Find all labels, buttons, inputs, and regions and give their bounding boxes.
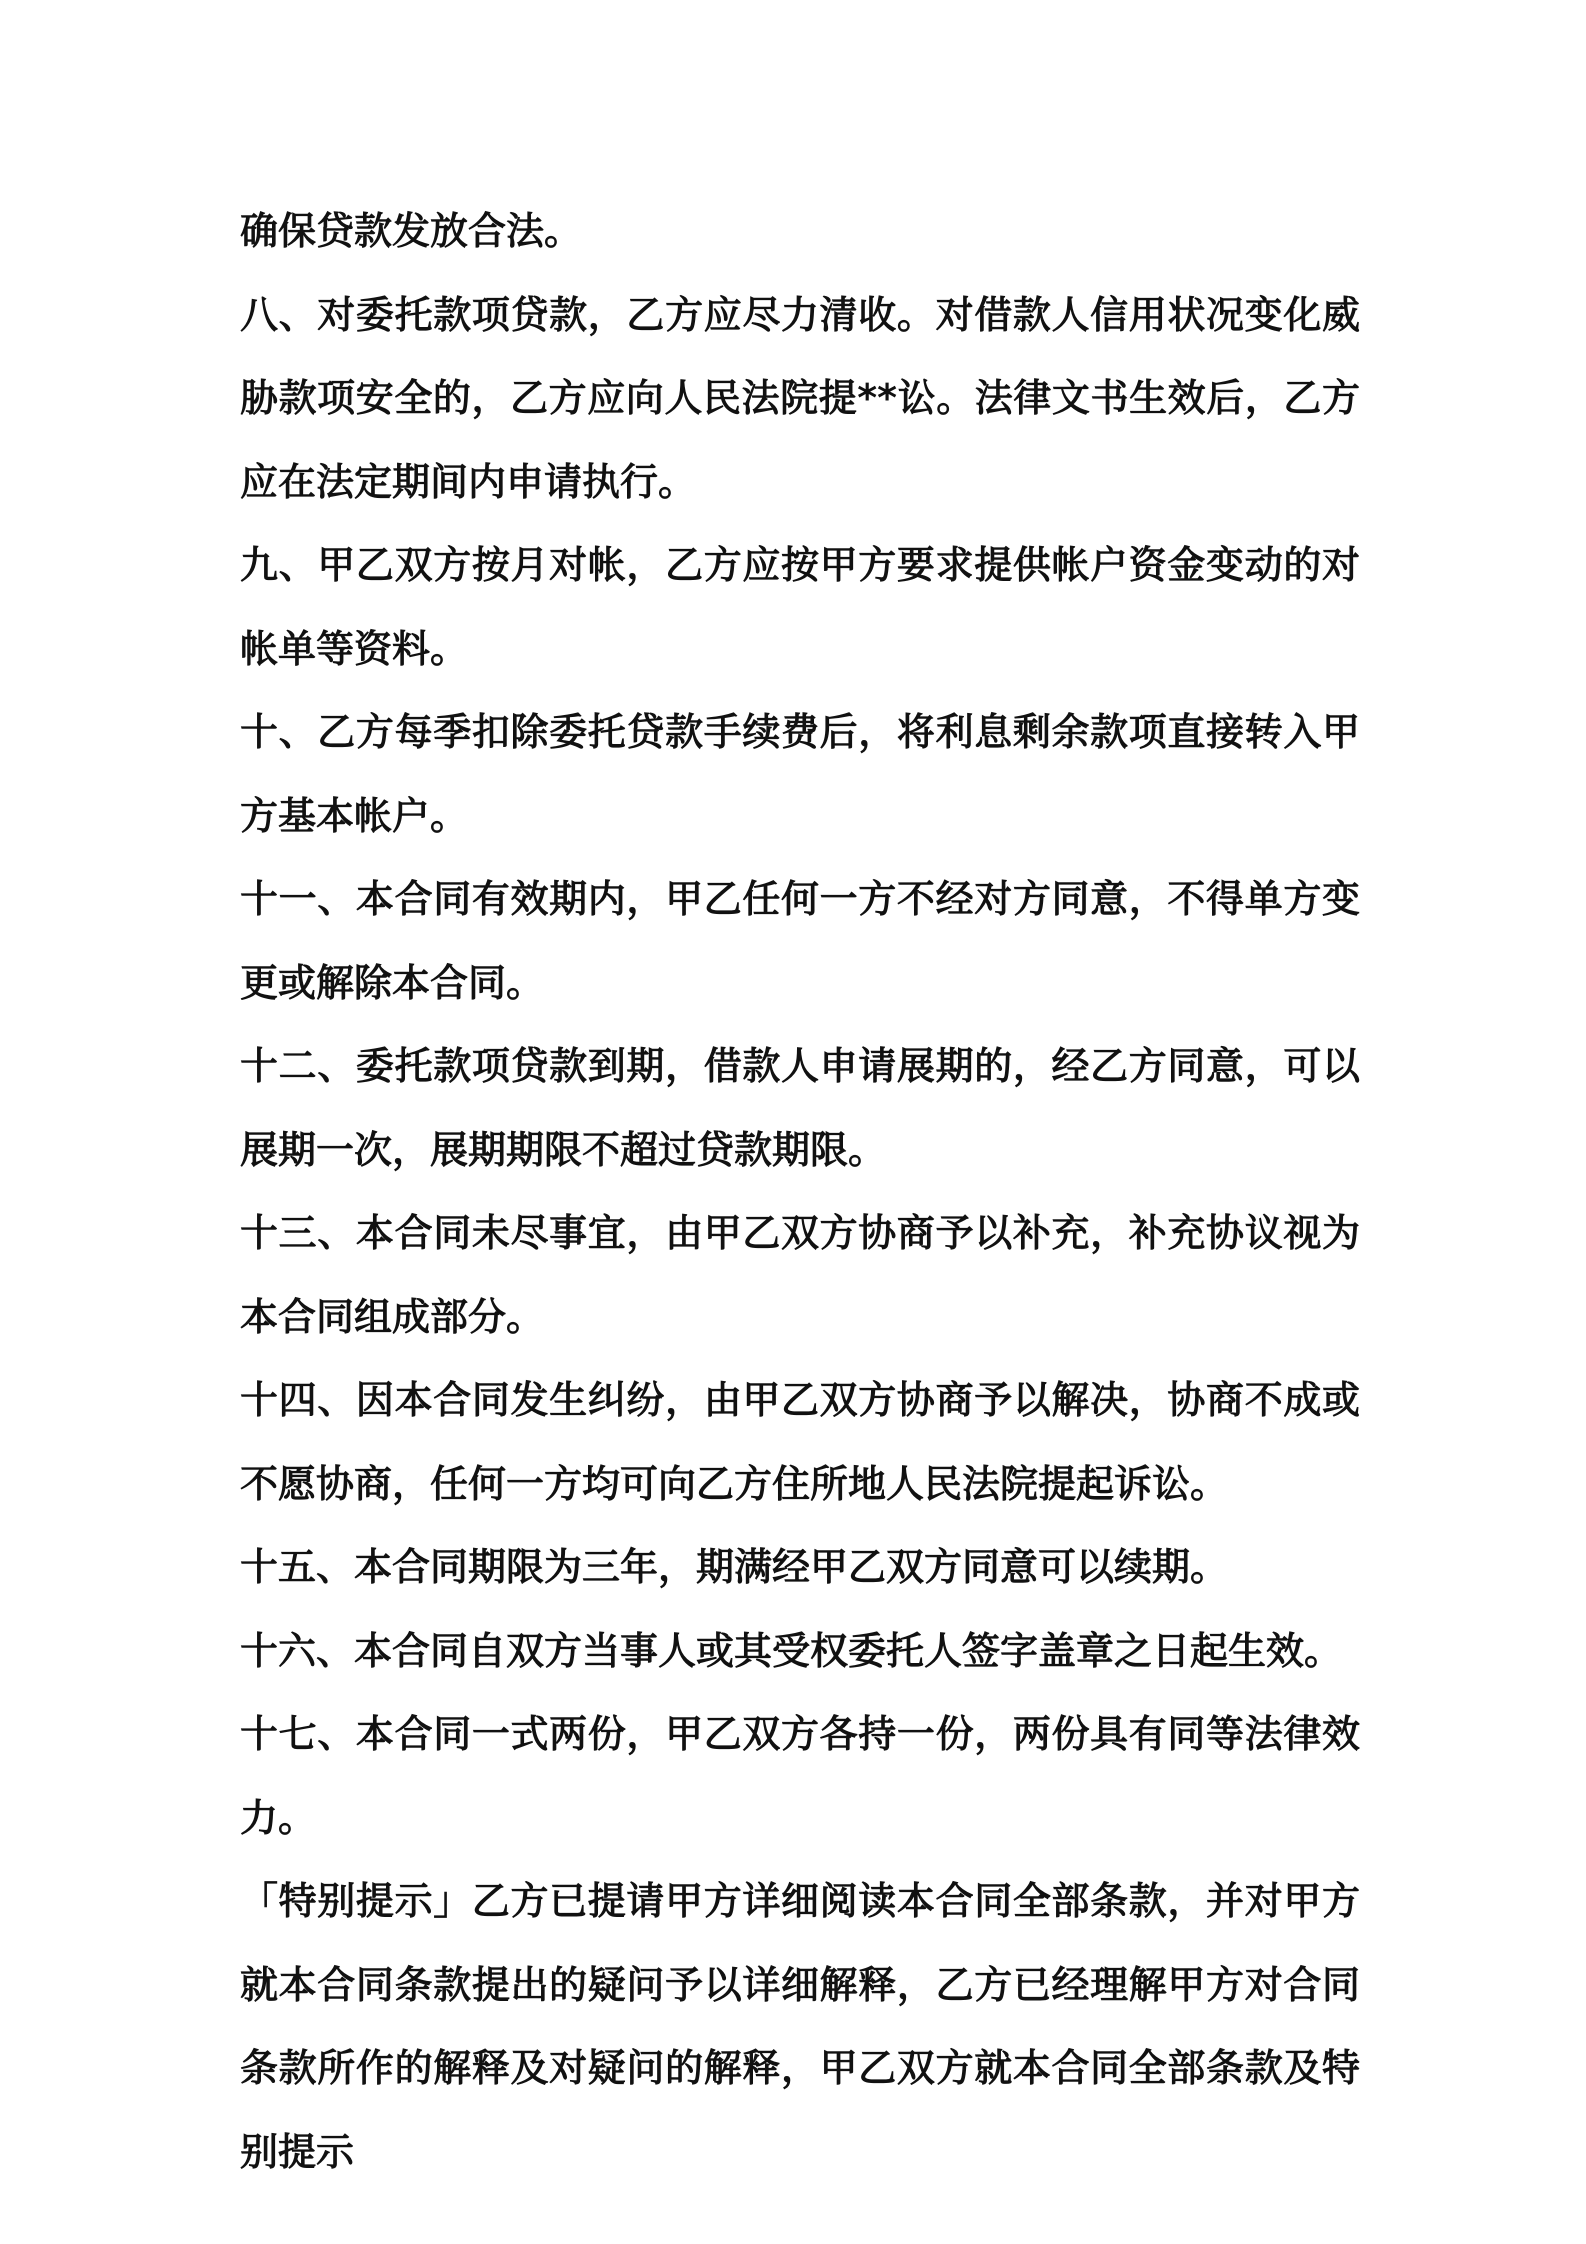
clause-8: 八、对委托款项贷款，乙方应尽力清收。对借款人信用状况变化威胁款项安全的，乙方应向人民法院提**讼。法律文书生效后，乙方应在法定期间内申请执行。	[240, 292, 1360, 504]
clause-16: 十六、本合同自双方当事人或其受权委托人签字盖章之日起生效。	[240, 1628, 1343, 1673]
clause-12: 十二、委托款项贷款到期，借款人申请展期的，经乙方同意，可以展期一次，展期期限不超过贷款期限。	[240, 1044, 1360, 1172]
clause-13: 十三、本合同未尽事宜，由甲乙双方协商予以补充，补充协议视为本合同组成部分。	[240, 1211, 1360, 1339]
special-notice: 「特别提示」乙方已提请甲方详细阅读本合同全部条款，并对甲方就本合同条款提出的疑问予以详细解释，乙方已经理解甲方对合同条款所作的解释及对疑问的解释，甲乙双方就本合同全部条款及特别提示	[240, 1879, 1360, 2174]
clause-11: 十一、本合同有效期内，甲乙任何一方不经对方同意，不得单方变更或解除本合同。	[240, 877, 1360, 1005]
clause-9: 九、甲乙双方按月对帐，乙方应按甲方要求提供帐户资金变动的对帐单等资料。	[240, 543, 1360, 671]
clause-15: 十五、本合同期限为三年，期满经甲乙双方同意可以续期。	[240, 1545, 1229, 1589]
document-body	[240, 190, 1360, 2194]
clause-10: 十、乙方每季扣除委托贷款手续费后，将利息剩余款项直接转入甲方基本帐户。	[240, 710, 1360, 838]
paragraph-continuation: 确保贷款发放合法。	[240, 209, 583, 253]
clause-14: 十四、因本合同发生纠纷，由甲乙双方协商予以解决，协商不成或不愿协商，任何一方均可向乙方住所地人民法院提起诉讼。	[240, 1378, 1360, 1506]
clause-17: 十七、本合同一式两份，甲乙双方各持一份，两份具有同等法律效力。	[240, 1712, 1360, 1840]
